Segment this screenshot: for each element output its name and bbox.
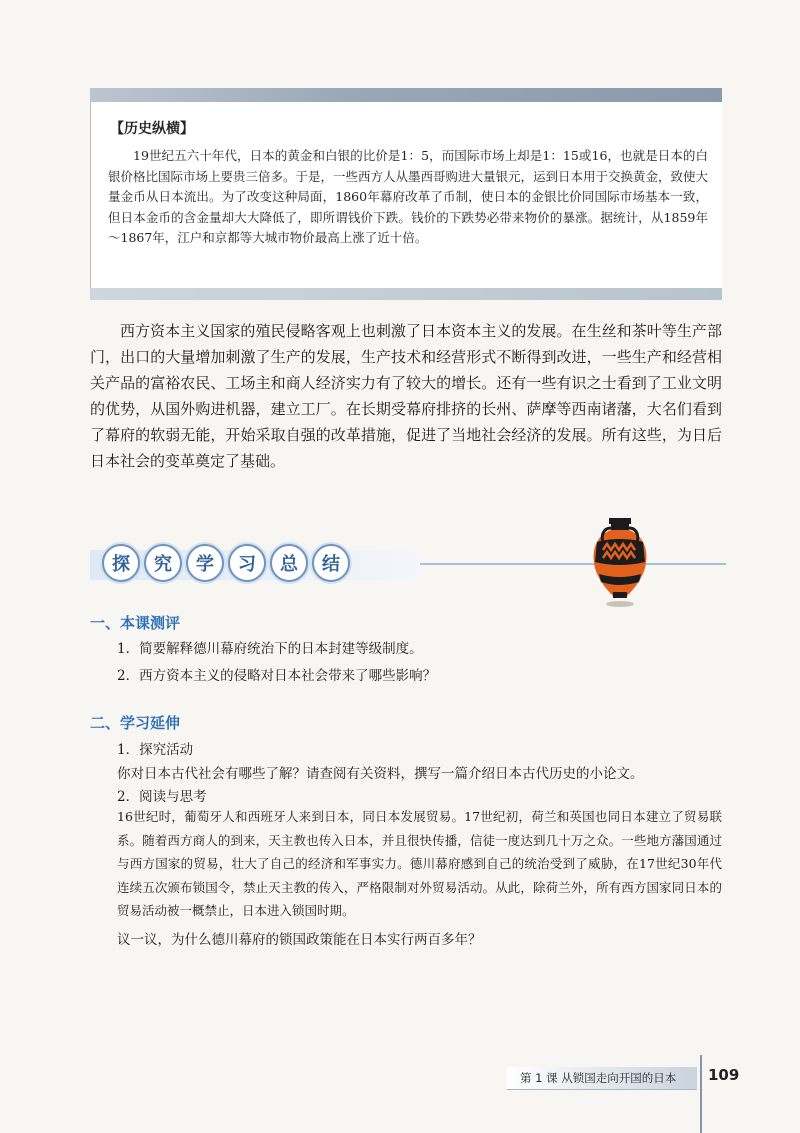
body-paragraph: 西方资本主义国家的殖民侵略客观上也刺激了日本资本主义的发展。在生丝和茶叶等生产部门，出口的大量增加刺激了生产的发展，生产技术和经营形式不断得到改进，一些生产和经营相关产品的富裕农民、工场主和商人经济实力有了较大的增长。还有一些有识之士看到了工业文明的优势，从国外购进机器，建立工厂。在长期受幕府排挤的长州、萨摩等西南诸藩，大名们看到了幕府的软弱无能，开始采取自强的改革措施，促进了当地社会经济的发展。所有这些，为日后日本社会的变革奠定了基础。 xyxy=(90,322,722,470)
banner-char: 探 xyxy=(102,544,140,582)
reading-passage: 16世纪时，葡萄牙人和西班牙人来到日本，同日本发展贸易。17世纪初，荷兰和英国也同日本建立了贸易联系。随着西方商人的到来，天主教也传入日本，并且很快传播，信徒一度达到几十万之众。一些地方藩国通过与西方国家的贸易，壮大了自己的经济和军事实力。德川幕府感到自己的统治受到了威胁，在17世纪30年代连续五次颁布锁国令，禁止天主教的传入，严格限制对外贸易活动。从此，除荷兰外，所有西方国家同日本的贸易活动被一概禁止，日本进入锁国时期。 xyxy=(117,809,722,918)
section-heading-extension: 二、学习延伸 xyxy=(90,714,181,732)
banner-char: 学 xyxy=(186,544,224,582)
section-heading-assessment: 一、本课测评 xyxy=(90,614,181,632)
greek-amphora-illustration xyxy=(585,512,655,608)
banner-char: 习 xyxy=(228,544,266,582)
banner-title xyxy=(102,544,350,582)
footer-divider xyxy=(700,1055,702,1133)
history-sidebar-box xyxy=(90,88,722,300)
sidebar-top-bar xyxy=(90,88,722,102)
assessment-question: 2．西方资本主义的侵略对日本社会带来了哪些影响？ xyxy=(117,668,437,684)
discussion-question: 议一议，为什么德川幕府的锁国政策能在日本实行两百多年？ xyxy=(117,932,482,948)
assessment-question: 1．简要解释德川幕府统治下的日本封建等级制度。 xyxy=(117,641,423,657)
activity-text: 你对日本古代社会有哪些了解？请查阅有关资料，撰写一篇介绍日本古代历史的小论文。 xyxy=(117,766,644,782)
reading-title: 2．阅读与思考 xyxy=(117,789,207,805)
banner-char: 总 xyxy=(270,544,308,582)
banner-char: 究 xyxy=(144,544,182,582)
footer-lesson-title: 第 1 课 从锁国走向开国的日本 xyxy=(520,1071,677,1085)
page-number: 109 xyxy=(708,1066,740,1084)
activity-title: 1．探究活动 xyxy=(117,742,194,758)
sidebar-text: 19世纪五六十年代，日本的黄金和白银的比价是1：5，而国际市场上却是1：15或16，也就是日本的白银价格比国际市场上要贵三倍多。于是，一些西方人从墨西哥购进大量银元，运到日本用于交换黄金，致使大量金币从日本流出。为了改变这种局面，1860年幕府改革了币制，使日本的金银比价同国际市场基本一致，但日本金币的含金量却大大降低了，即所谓钱价下跌。钱价的下跌势必带来物价的暴涨。据统计，从1859年～1867年，江户和京都等大城市物价最高上涨了近十倍。 xyxy=(108,148,709,245)
sidebar-bottom-bar xyxy=(90,288,722,300)
banner-char: 结 xyxy=(312,544,350,582)
sidebar-title: 【历史纵横】 xyxy=(110,121,194,137)
sidebar-left-border xyxy=(90,102,91,288)
